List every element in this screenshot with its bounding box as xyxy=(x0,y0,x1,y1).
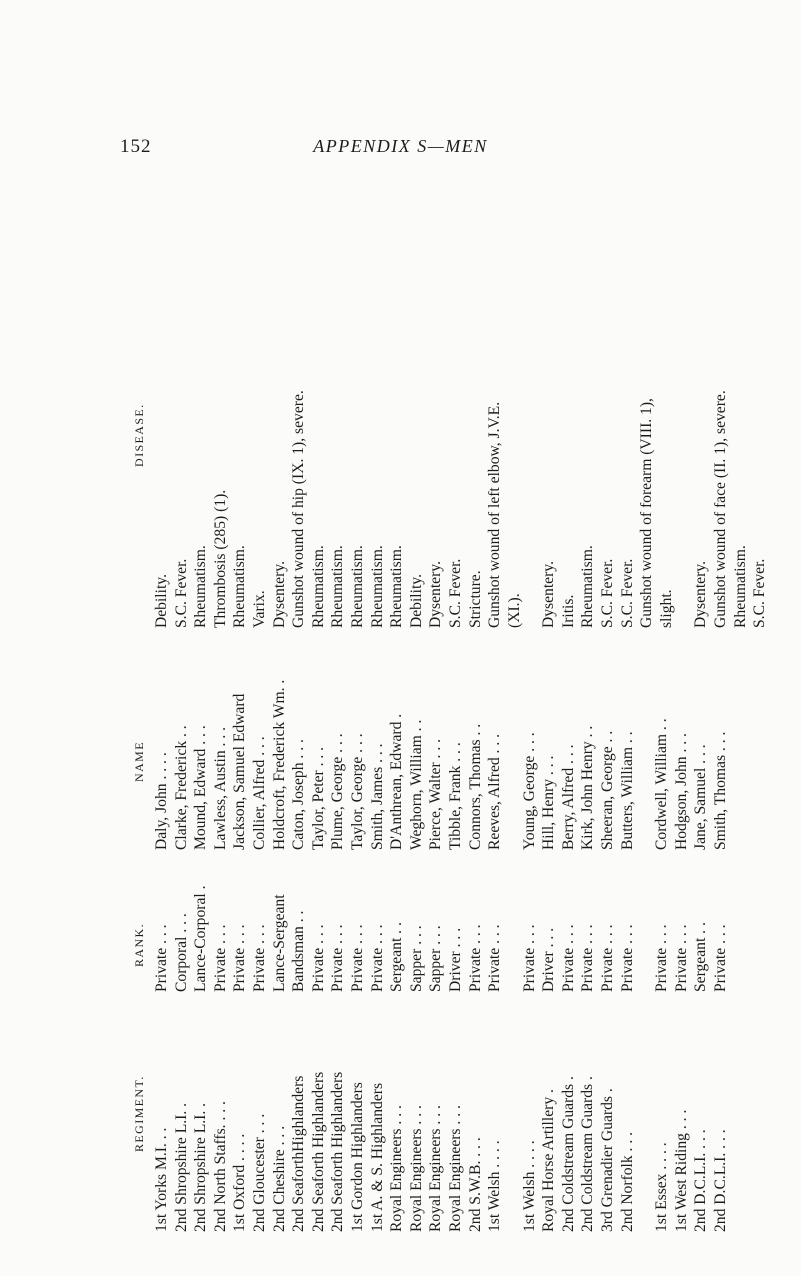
regiment-cell: 3rd Grenadier Guards . xyxy=(599,1088,617,1232)
name-cell: Tibble, Frank . . . xyxy=(446,742,464,850)
disease-cell: Dysentery. xyxy=(427,561,445,628)
regiment-cell: Royal Engineers . . . xyxy=(427,1105,445,1232)
regiment-cell: 1st Oxford . . . . xyxy=(231,1133,249,1232)
name-cell: Caton, Joseph . . . xyxy=(290,739,308,850)
disease-cell: S.C. Fever. xyxy=(618,558,636,628)
disease-cell: (XI.). xyxy=(505,593,523,628)
rank-cell: Bandsman . . xyxy=(290,910,308,992)
regiment-cell: 2nd Shropshire L.I. . xyxy=(172,1102,190,1232)
group-gap xyxy=(637,635,652,850)
regiment-cell: 2nd North Staffs. . . . xyxy=(211,1101,229,1232)
name-cell: Hodgson, John . . . xyxy=(672,733,690,850)
regiment-cell: 2nd Seaforth Highlanders xyxy=(329,1071,347,1232)
rank-cell: Private . . . xyxy=(579,924,597,992)
group-gap xyxy=(637,1002,652,1232)
regiment-cell: 2nd Seaforth Highlanders xyxy=(309,1071,327,1232)
rank-cell: Private . . . xyxy=(559,924,577,992)
regiment-cell: 1st Welsh . . . . xyxy=(486,1140,504,1232)
rank-cell: Sergeant . . xyxy=(388,922,406,992)
running-head: APPENDIX S—MEN xyxy=(313,136,488,156)
group-gap xyxy=(676,168,691,628)
name-cell: Mound, Edward . . . xyxy=(192,725,210,850)
disease-cell: S.C. Fever. xyxy=(599,558,617,628)
name-cell: Reeves, Alfred . . . xyxy=(486,733,504,850)
regiment-cell: Royal Engineers . . . xyxy=(446,1105,464,1232)
rank-cell: Private . . . xyxy=(618,924,636,992)
regiment-cell: 2nd S.W.B. . . . xyxy=(466,1137,484,1232)
rank-cell: Sapper . . . xyxy=(407,925,425,992)
rank-cell: Lance-Corporal . xyxy=(192,885,210,992)
regiment-cell: 2nd Cheshire . . . xyxy=(270,1125,288,1232)
rank-cell: Private . . . xyxy=(486,924,504,992)
disease-cell: Gunshot wound of left elbow, J.V.E. xyxy=(486,401,504,628)
regiment-cell: 2nd Coldstream Guards . xyxy=(559,1076,577,1232)
name-cell: Daly, John . . . . xyxy=(153,752,170,850)
regiment-cell: 2nd Coldstream Guards . xyxy=(579,1076,597,1232)
name-cell: Weghorn, William . . xyxy=(407,719,425,850)
disease-cell: Iritis. xyxy=(559,594,577,628)
header-rank: RANK. xyxy=(132,922,146,967)
regiment-cell: Royal Engineers . . . xyxy=(407,1105,425,1232)
disease-cell: Stricture. xyxy=(466,570,484,628)
rank-cell: Private . . . xyxy=(653,924,671,992)
group-gap xyxy=(524,168,539,628)
rank-cell: Private . . . xyxy=(712,924,730,992)
regiment-cell: Royal Horse Artillery . xyxy=(540,1089,558,1232)
regiment-cell: 2nd Gloucester . . . xyxy=(250,1113,268,1232)
rank-cell: Private . . . xyxy=(348,924,366,992)
disease-cell: Gunshot wound of face (II. 1), severe. xyxy=(712,390,730,628)
disease-cell: Rheumatism. xyxy=(309,545,327,628)
regiment-cell: 2nd Norfolk . . . xyxy=(618,1131,636,1232)
name-cell: Connors, Thomas . . xyxy=(466,723,484,850)
group-gap xyxy=(505,1002,520,1232)
disease-cell: Rheumatism. xyxy=(579,545,597,628)
name-cell: D'Anthrean, Edward . xyxy=(388,713,406,850)
disease-cell: S.C. Fever. xyxy=(172,558,190,628)
rotated-casualty-table xyxy=(132,162,769,1232)
disease-cell: Gunshot wound of forearm (VIII. 1), xyxy=(638,398,656,628)
regiment-cell: 1st Gordon Highlanders xyxy=(348,1082,366,1232)
disease-cell: Varix. xyxy=(250,590,268,628)
name-cell: Kirk, John Henry . . xyxy=(579,725,597,850)
name-cell: Butters, William . . xyxy=(618,731,636,850)
disease-cell: Rheumatism. xyxy=(731,545,749,628)
regiment-cell: 2nd SeaforthHighlanders xyxy=(290,1075,308,1232)
disease-cell: Rheumatism. xyxy=(368,545,386,628)
group-gap xyxy=(505,862,520,992)
header-regiment: REGIMENT. xyxy=(132,1075,146,1152)
header-name: NAME xyxy=(132,741,146,782)
rank-cell: Private . . . xyxy=(672,924,690,992)
regiment-cell: 1st Welsh . . . . xyxy=(520,1140,538,1232)
name-cell: Jackson, Samuel Edward xyxy=(231,693,249,850)
group-gap xyxy=(637,862,652,992)
disease-cell: Dysentery. xyxy=(692,561,710,628)
name-cell: Taylor, Peter . . . xyxy=(309,746,327,850)
name-cell: Clarke, Frederick . . xyxy=(172,725,190,850)
regiment-cell: 1st Yorks M.I. . . xyxy=(153,1127,170,1232)
page-number: 152 xyxy=(120,136,152,157)
disease-cell: Rheumatism. xyxy=(388,545,406,628)
rank-cell: Driver . . . xyxy=(446,927,464,992)
name-cell: Cordwell, William . . xyxy=(653,718,671,850)
rank-cell: Private . . . xyxy=(329,924,347,992)
disease-cell: Rheumatism. xyxy=(192,545,210,628)
group-gap xyxy=(505,635,520,850)
rank-column xyxy=(152,862,731,992)
rank-cell: Private . . . xyxy=(250,924,268,992)
name-cell: Collier, Alfred . . . xyxy=(250,736,268,850)
rank-cell: Private . . . xyxy=(368,924,386,992)
rank-cell: Private . . . xyxy=(599,924,617,992)
regiment-cell: 2nd Shropshire L.I. . xyxy=(192,1102,210,1232)
name-cell: Taylor, George . . . xyxy=(348,733,366,850)
name-cell: Plume, George . . . xyxy=(329,733,347,850)
name-cell: Pierce, Walter . . . xyxy=(427,738,445,850)
regiment-cell: 1st A. & S. Highlanders xyxy=(368,1082,386,1232)
name-cell: Lawless, Austin . . . xyxy=(211,726,229,850)
name-cell: Jane, Samuel . . . xyxy=(692,744,710,850)
rank-cell: Private . . . xyxy=(211,924,229,992)
name-column xyxy=(152,635,731,850)
regiment-cell: 2nd D.C.L.I. . . . xyxy=(692,1129,710,1232)
disease-cell: Dysentery. xyxy=(540,561,558,628)
rank-cell: Driver . . . xyxy=(540,927,558,992)
rank-cell: Lance-Sergeant xyxy=(270,894,288,992)
disease-cell: S.C. Fever. xyxy=(751,558,769,628)
disease-cell: Rheumatism. xyxy=(348,545,366,628)
disease-cell: S.C. Fever. xyxy=(446,558,464,628)
rank-cell: Sergeant . . xyxy=(692,922,710,992)
disease-cell: Rheumatism. xyxy=(231,545,249,628)
regiment-cell: 1st Essex . . . . xyxy=(653,1142,671,1232)
disease-cell: Gunshot wound of hip (IX. 1), severe. xyxy=(290,390,308,628)
disease-column xyxy=(152,168,770,628)
name-cell: Holdcroft, Frederick Wm. . xyxy=(270,679,288,850)
rank-cell: Private . . . xyxy=(466,924,484,992)
rank-cell: Private . . . xyxy=(520,924,538,992)
rank-cell: Corporal . . . xyxy=(172,913,190,992)
name-cell: Smith, James . . . xyxy=(368,743,386,850)
disease-cell: Dysentery. xyxy=(270,561,288,628)
name-cell: Hill, Henry . . . xyxy=(540,755,558,850)
regiment-cell: Royal Engineers . . . xyxy=(388,1105,406,1232)
rank-cell: Private . . . xyxy=(309,924,327,992)
disease-cell: Debility. xyxy=(407,574,425,628)
name-cell: Young, George . . . xyxy=(520,732,538,850)
regiment-column xyxy=(152,1002,731,1232)
disease-cell: Debility. xyxy=(153,574,170,628)
disease-cell: slight. xyxy=(657,589,675,628)
rank-cell: Sapper . . . xyxy=(427,925,445,992)
rank-cell: Private . . . xyxy=(231,924,249,992)
regiment-cell: 1st West Riding . . . xyxy=(672,1109,690,1232)
disease-cell: Thrombosis (285) (1). xyxy=(211,489,229,628)
disease-cell: Rheumatism. xyxy=(329,545,347,628)
regiment-cell: 2nd D.C.L.I. . . . xyxy=(712,1129,730,1232)
rank-cell: Private . . . xyxy=(153,924,170,992)
name-cell: Berry, Alfred . . . xyxy=(559,744,577,850)
header-disease: DISEASE. xyxy=(132,403,146,467)
name-cell: Sheeran, George . . xyxy=(599,730,617,850)
name-cell: Smith, Thomas . . . xyxy=(712,731,730,850)
